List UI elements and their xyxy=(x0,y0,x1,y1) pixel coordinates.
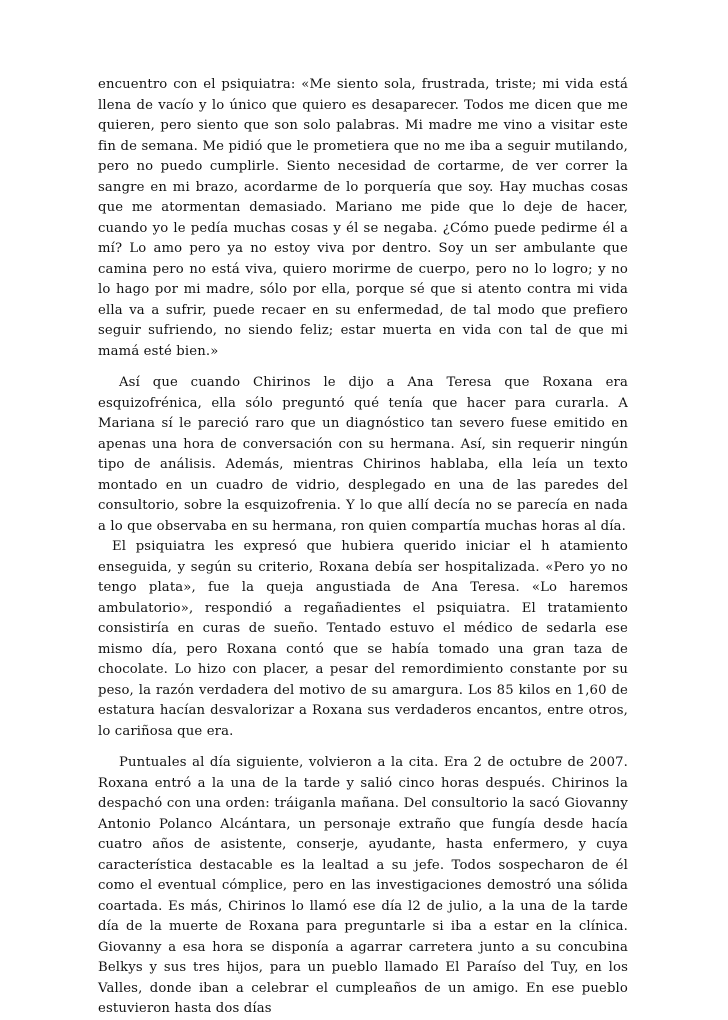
paragraph-treatment: El psiquiatra les expresó que hubiera querido iniciar el h atamiento enseguida, y según su criterio, Roxana debía ser hospitalizada. «Pero yo no tengo plata», fue la queja angustiada de Ana Teresa. «Lo haremos ambulatorio», respondió a regañadientes el psiquiatra. El tratamiento consistiría en curas de sueño. Tentado estuvo el médico de sedarla ese mismo día, pero Roxana contó que se había tomado una gran taza de chocolate. Lo hizo con placer, a pesar del remordimiento constante por su peso, la razón verdadera del motivo de su amargura. Los 85 kilos en 1,60 de estatura hacían desvalorizar a Roxana sus verdaderos encantos, entre otros, lo cariñosa que era. xyxy=(98,539,628,739)
paragraph-quote: encuentro con el psiquiatra: «Me siento sola, frustrada, triste; mi vida está llena de vacío y lo único que quiero es desaparecer. Todos me dicen que me quieren, pero siento que son solo palabras. Mi madre me vino a visitar este fin de semana. Me pidió que le prometiera que no me iba a seguir mutilando, pero no puedo cumplirle. Siento necesidad de cortarme, de ver correr la sangre en mi brazo, acordarme de lo porquería que soy. Hay muchas cosas que me atormentan demasiado. Mariano me pide que lo deje de hacer, cuando yo le pedía muchas cosas y él se negaba. ¿Cómo puede pedirme él a mí? Lo amo pero ya no estoy viva por dentro. Soy un ser ambulante que camina pero no está viva, quiero morirme de cuerpo, pero no lo logro; y no lo hago por mi madre, sólo por ella, porque sé que si atento contra mi vida ella va a sufrir, puede recaer en su enfermedad, de tal modo que prefiero seguir sufriendo, no siendo feliz; estar muerta en vida con tal de que mi mamá esté bien.» xyxy=(98,77,628,359)
document-page xyxy=(98,75,628,1020)
paragraph-appointment: Puntuales al día siguiente, volvieron a la cita. Era 2 de octubre de 2007. Roxana entró a la una de la tarde y salió cinco horas después. Chirinos la despachó con una orden: tráiganla mañana. Del consultorio la sacó Giovanny Antonio Polanco Alcántara, un personaje extraño que fungía desde hacía cuatro años de asistente, conserje, ayudante, hasta enfermero, y cuya característica destacable es la lealtad a su jefe. Todos sospecharon de él como el eventual cómplice, pero en las investigaciones demostró una sólida coartada. Es más, Chirinos lo llamó ese día l2 de julio, a la una de la tarde día de la muerte de Roxana para preguntarle si iba a estar en la clínica. Giovanny a esa hora se disponía a agarrar carretera junto a su concubina Belkys y sus tres hijos, para un pueblo llamado El Paraíso del Tuy, en los Valles, donde iban a celebrar el cumpleaños de un amigo. En ese pueblo estuvieron hasta dos días xyxy=(98,755,628,1016)
paragraph-diagnosis: Así que cuando Chirinos le dijo a Ana Teresa que Roxana era esquizofrénica, ella sólo preguntó qué tenía que hacer para curarla. A Mariana sí le pareció raro que un diagnóstico tan severo fuese emitido en apenas una hora de conversación con su hermana. Así, sin requerir ningún tipo de análisis. Además, mientras Chirinos hablaba, ella leía un texto montado en un cuadro de vidrio, desplegado en una de las paredes del consultorio, sobre la esquizofrenia. Y lo que allí decía no se parecía en nada a lo que observaba en su hermana, ron quien compartía muchas horas al día. xyxy=(98,375,628,534)
